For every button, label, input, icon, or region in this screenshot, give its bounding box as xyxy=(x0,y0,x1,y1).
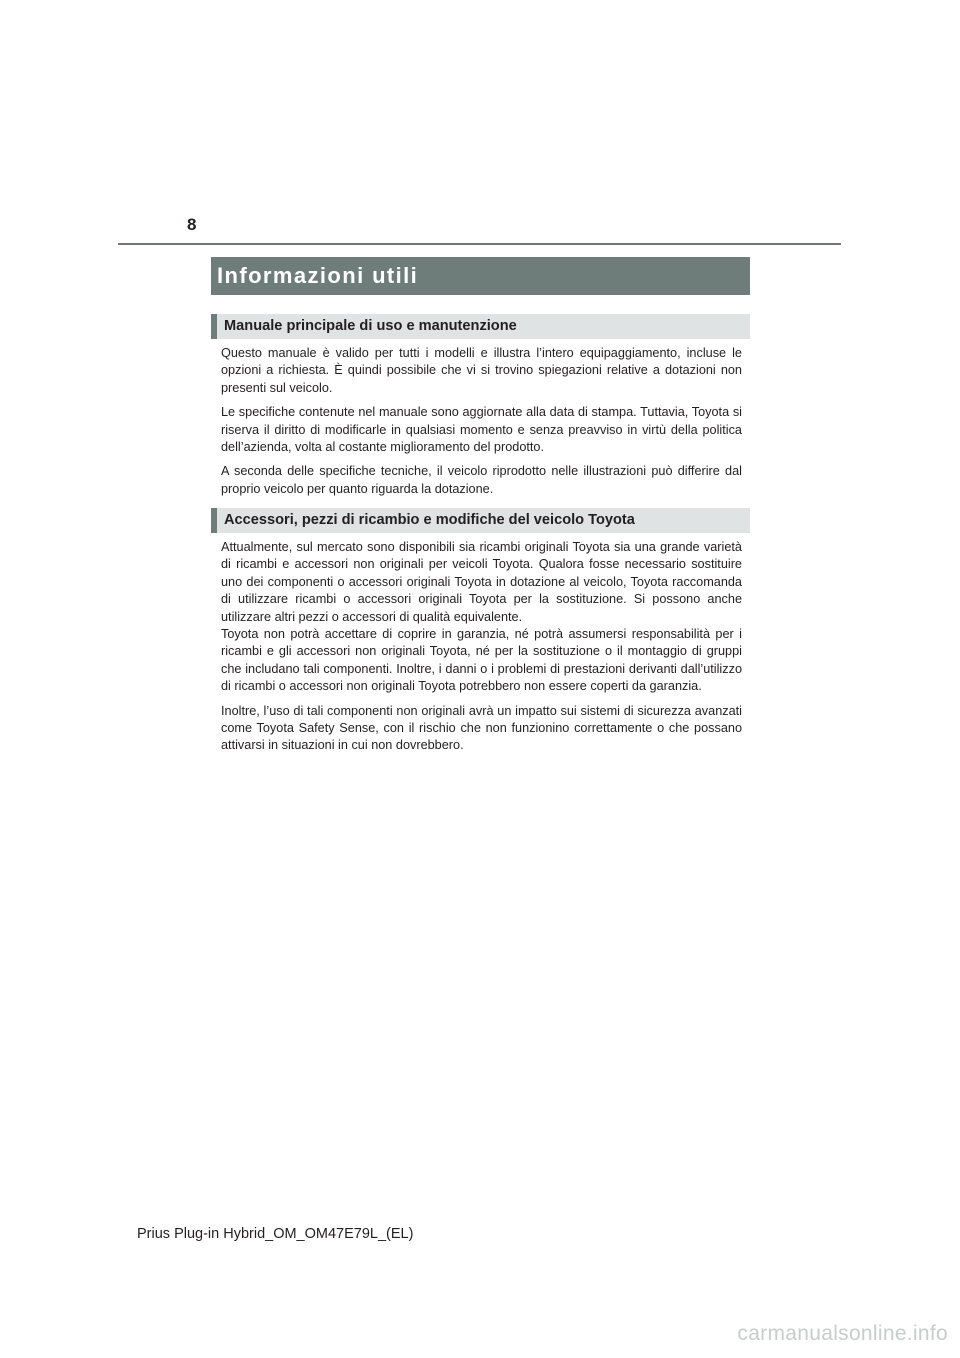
page-title-bar xyxy=(211,257,750,295)
page-title: Informazioni utili xyxy=(217,263,419,288)
paragraph: A seconda delle specifiche tecniche, il veicolo riprodotto nelle illustrazioni può differire dal proprio veicolo per quanto riguarda la dotazione. xyxy=(221,464,742,496)
section-heading-manual xyxy=(211,314,750,339)
paragraph: Inoltre, l’uso di tali componenti non originali avrà un impatto sui sistemi di sicurezza avanzati come Toyota Safety Sense, con il rischio che non funzionino correttamente o che possano attivarsi in situazioni in cui non dovrebbero. xyxy=(221,703,742,753)
paragraph: Attualmente, sul mercato sono disponibili sia ricambi originali Toyota sia una grande varietà di ricambi e accessori non originali per veicoli Toyota. Qualora fosse necessario sostituire uno dei componenti o accessori originali Toyota in dotazione al veicolo, Toyota raccomanda di utilizzare ricambi o accessori originali Toyota per la sostituzione. Si possono anche utilizzare altri pezzi o accessori di qualità equivalente. xyxy=(221,540,742,624)
section-body-accessories xyxy=(221,539,742,762)
section-body-manual xyxy=(221,345,742,505)
document-footer: Prius Plug-in Hybrid_OM_OM47E79L_(EL) xyxy=(137,1226,414,1242)
section-heading-label: Manuale principale di uso e manutenzione xyxy=(224,318,517,334)
section-heading-label: Accessori, pezzi di ricambio e modifiche del veicolo Toyota xyxy=(224,512,635,528)
paragraph: Le specifiche contenute nel manuale sono aggiornate alla data di stampa. Tuttavia, Toyota si riserva il diritto di modificarle in qualsiasi momento e senza preavviso in virtù della politica dell’azienda, volta al costante miglioramento del prodotto. xyxy=(221,405,742,455)
page-number: 8 xyxy=(187,215,197,234)
header-rule xyxy=(118,243,841,245)
watermark: carmanualsonline.info xyxy=(737,1322,948,1345)
section-heading-accessories xyxy=(211,508,750,533)
paragraph: Toyota non potrà accettare di coprire in garanzia, né potrà assumersi responsabilità per i ricambi e gli accessori non originali Toyota, né per la sostituzione o il montaggio di gruppi che includano tali componenti. Inoltre, i danni o i problemi di prestazioni derivanti dall’utilizzo di ricambi o accessori non originali Toyota potrebbero non essere coperti da garanzia. xyxy=(221,627,742,694)
paragraph: Questo manuale è valido per tutti i modelli e illustra l’intero equipaggiamento, incluse le opzioni a richiesta. È quindi possibile che vi si trovino spiegazioni relative a dotazioni non presenti sul veicolo. xyxy=(221,346,742,395)
